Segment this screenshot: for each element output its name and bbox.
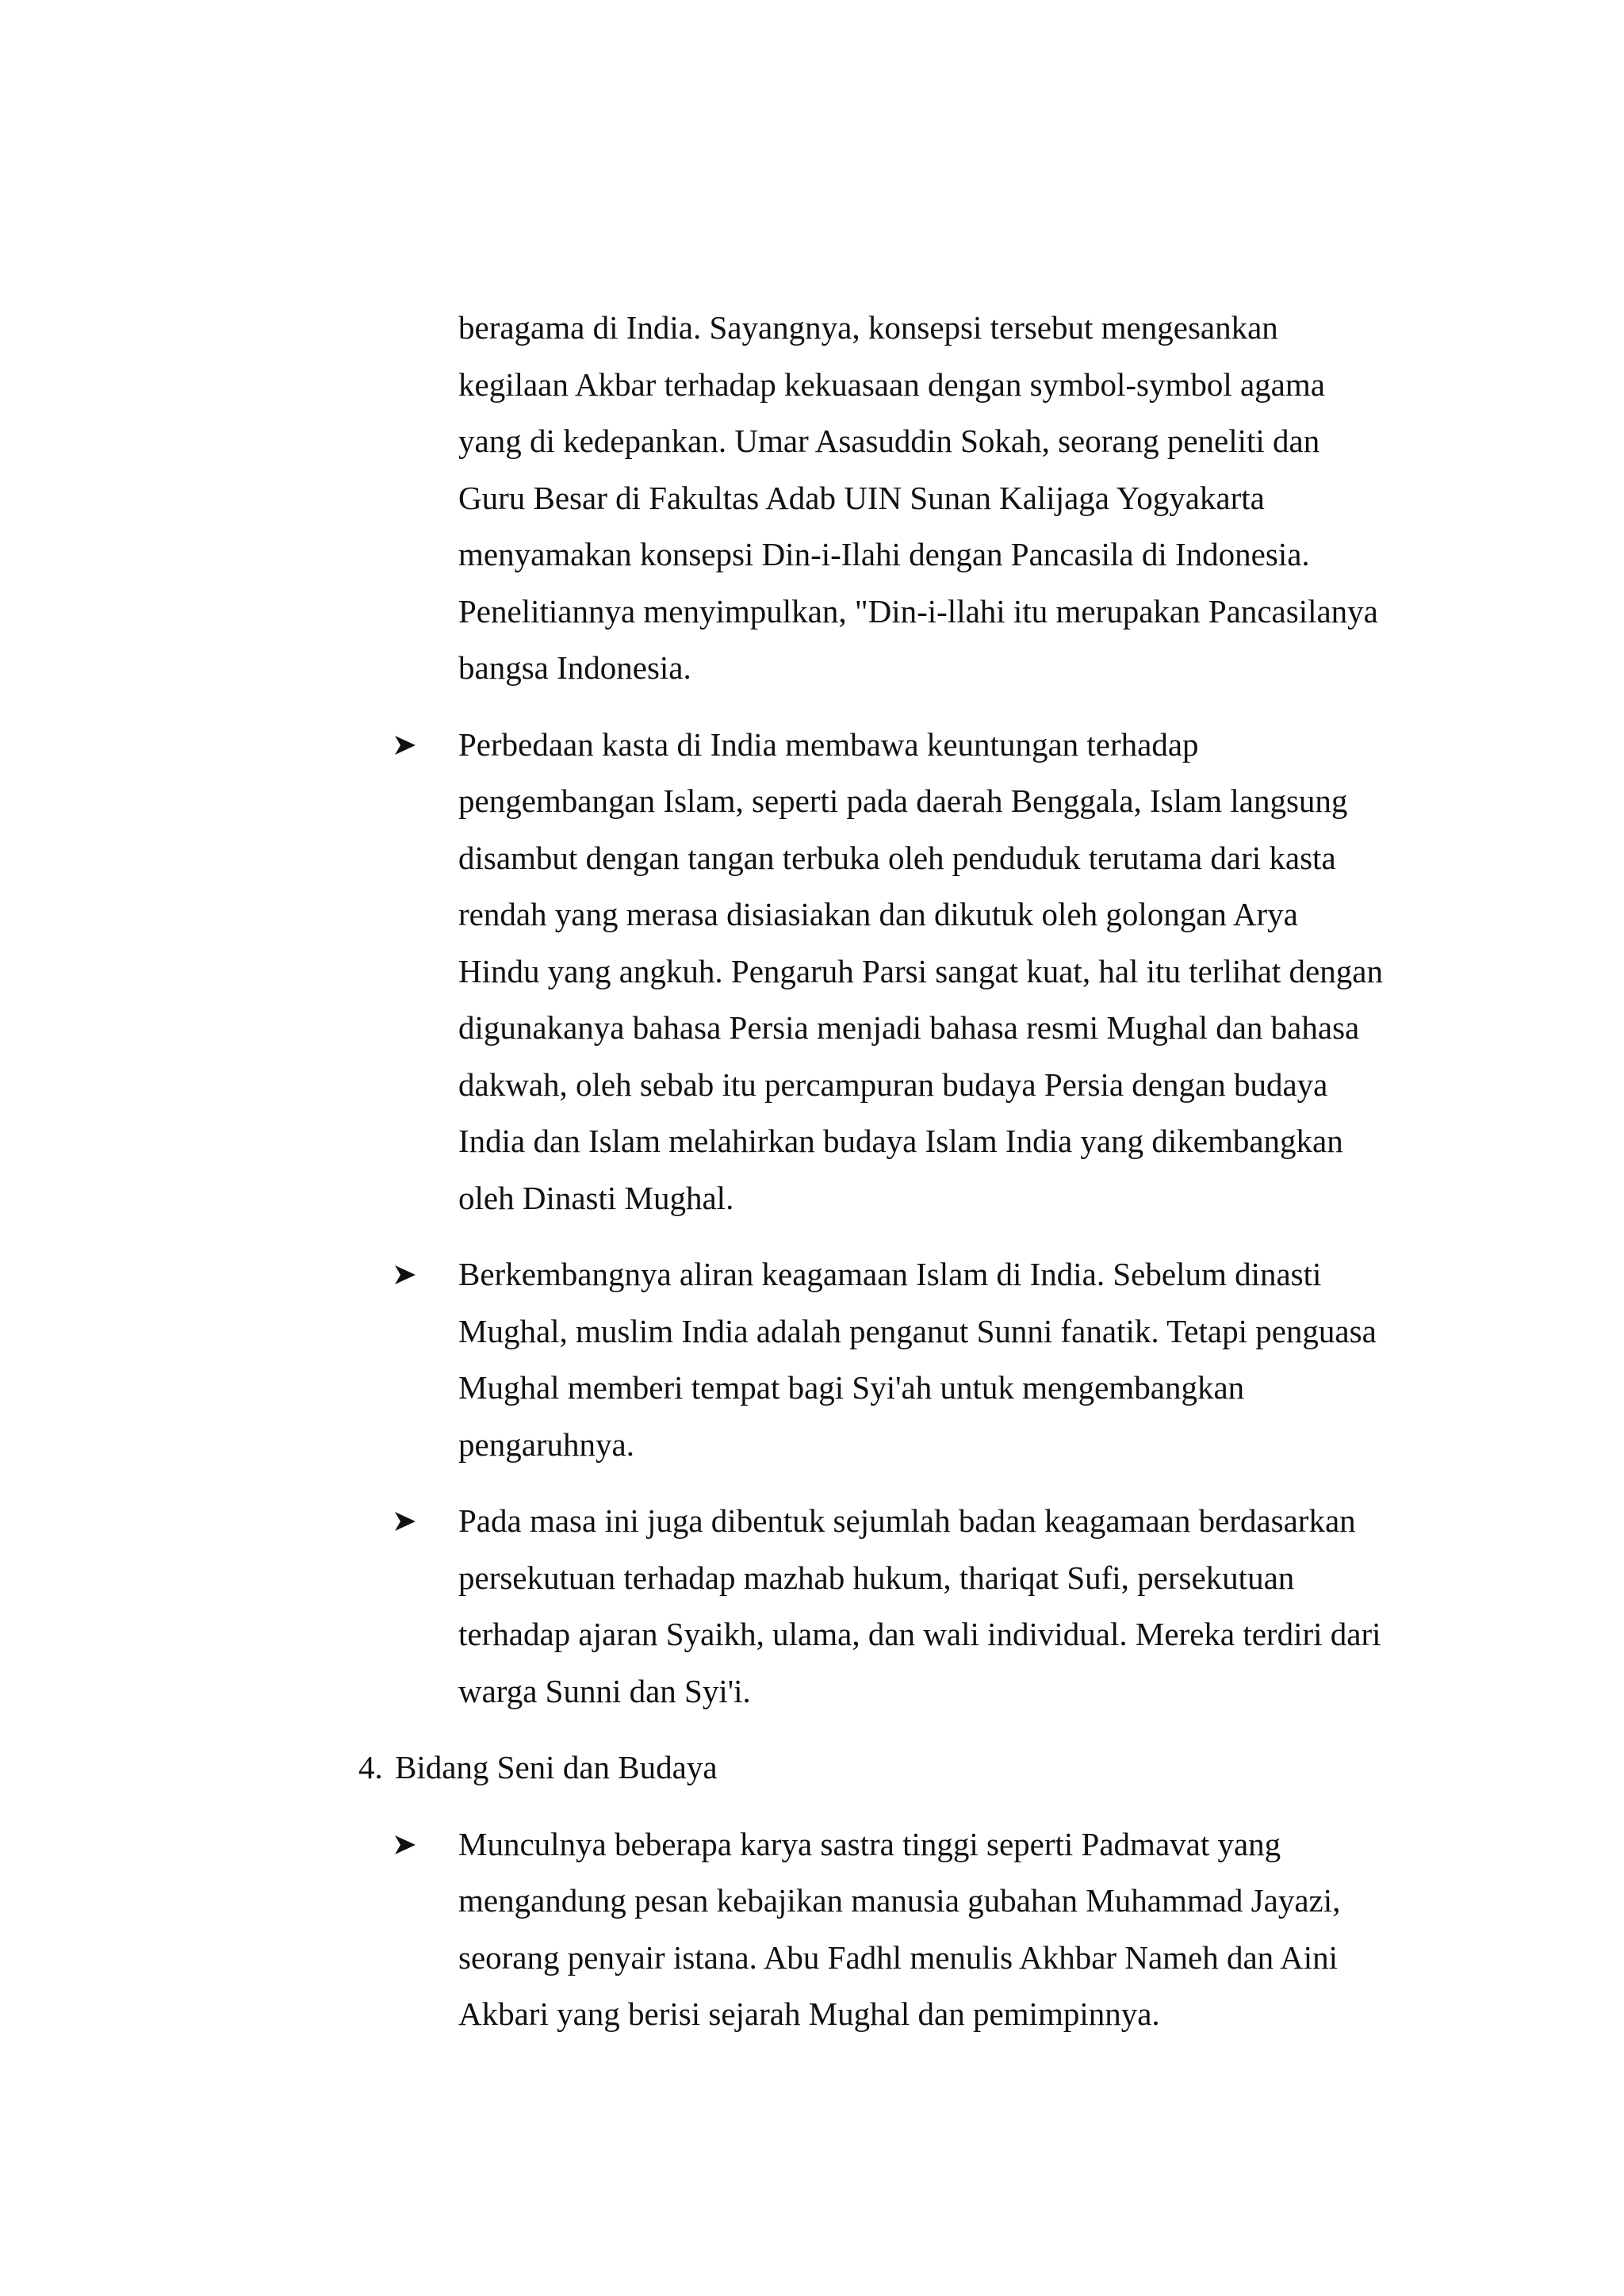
- text-line: terhadap ajaran Syaikh, ulama, dan wali individual. Mereka terdiri dari: [458, 1616, 1381, 1652]
- bullet-item-kasta: [458, 717, 1402, 1227]
- arrowhead-bullet-icon: [393, 1493, 425, 1550]
- text-line: Mughal, muslim India adalah penganut Sunni fanatik. Tetapi penguasa: [458, 1312, 1377, 1349]
- text-line: dakwah, oleh sebab itu percampuran budaya Persia dengan budaya: [458, 1066, 1328, 1103]
- text-line: warga Sunni dan Syi'i.: [458, 1672, 751, 1709]
- text-line: Perbedaan kasta di India membawa keuntungan terhadap: [458, 725, 1199, 763]
- text-line: Hindu yang angkuh. Pengaruh Parsi sangat kuat, hal itu terlihat dengan: [458, 952, 1383, 989]
- text-line: persekutuan terhadap mazhab hukum, thariqat Sufi, persekutuan: [458, 1559, 1295, 1596]
- text-line: oleh Dinasti Mughal.: [458, 1179, 734, 1216]
- text-line: Guru Besar di Fakultas Adab UIN Sunan Kalijaga Yogyakarta: [458, 479, 1265, 516]
- section-number: 4.: [358, 1749, 383, 1785]
- text-line: pengembangan Islam, seperti pada daerah Benggala, Islam langsung: [458, 783, 1348, 819]
- arrowhead-bullet-icon: [393, 717, 425, 774]
- text-line: Munculnya beberapa karya sastra tinggi seperti Padmavat yang: [458, 1825, 1281, 1862]
- section-title: Bidang Seni dan Budaya: [395, 1749, 718, 1785]
- page-content: [358, 300, 1405, 2043]
- text-line: Pada masa ini juga dibentuk sejumlah badan keagamaan berdasarkan: [458, 1502, 1356, 1539]
- bullet-item-karya-sastra: [458, 1816, 1402, 2043]
- text-line: yang di kedepankan. Umar Asasuddin Sokah, seorang peneliti dan: [458, 423, 1320, 459]
- text-line: Mughal memberi tempat bagi Syi'ah untuk mengembangkan: [458, 1369, 1245, 1406]
- text-line: Penelitiannya menyimpulkan, "Din-i-llahi itu merupakan Pancasilanya: [458, 592, 1378, 629]
- text-line: disambut dengan tangan terbuka oleh penduduk terutama dari kasta: [458, 839, 1336, 876]
- section-heading-seni-budaya: [358, 1739, 1405, 1797]
- text-line: kegilaan Akbar terhadap kekuasaan dengan symbol-symbol agama: [458, 365, 1325, 403]
- text-line: seorang penyair istana. Abu Fadhl menulis Akhbar Nameh dan Aini: [458, 1938, 1339, 1976]
- text-line: Akbari yang berisi sejarah Mughal dan pemimpinnya.: [458, 1996, 1160, 2032]
- arrowhead-bullet-icon: [393, 1246, 425, 1303]
- bullet-item-aliran: [458, 1246, 1402, 1473]
- text-line: Berkembangnya aliran keagamaan Islam di India. Sebelum dinasti: [458, 1256, 1322, 1292]
- bullet-item-badan-keagamaan: [458, 1493, 1402, 1720]
- arrowhead-bullet-icon: [393, 1816, 425, 1873]
- text-line: beragama di India. Sayangnya, konsepsi tersebut mengesankan: [458, 309, 1278, 346]
- text-line: bangsa Indonesia.: [458, 649, 691, 686]
- text-line: menyamakan konsepsi Din-i-Ilahi dengan Pancasila di Indonesia.: [458, 536, 1310, 572]
- intro-paragraph: [458, 300, 1402, 697]
- text-line: digunakanya bahasa Persia menjadi bahasa resmi Mughal dan bahasa: [458, 1009, 1360, 1046]
- text-line: pengaruhnya.: [458, 1425, 634, 1463]
- text-line: rendah yang merasa disiasiakan dan dikutuk oleh golongan Arya: [458, 896, 1298, 932]
- text-line: India dan Islam melahirkan budaya Islam India yang dikembangkan: [458, 1123, 1343, 1159]
- text-line: mengandung pesan kebajikan manusia gubahan Muhammad Jayazi,: [458, 1882, 1341, 1919]
